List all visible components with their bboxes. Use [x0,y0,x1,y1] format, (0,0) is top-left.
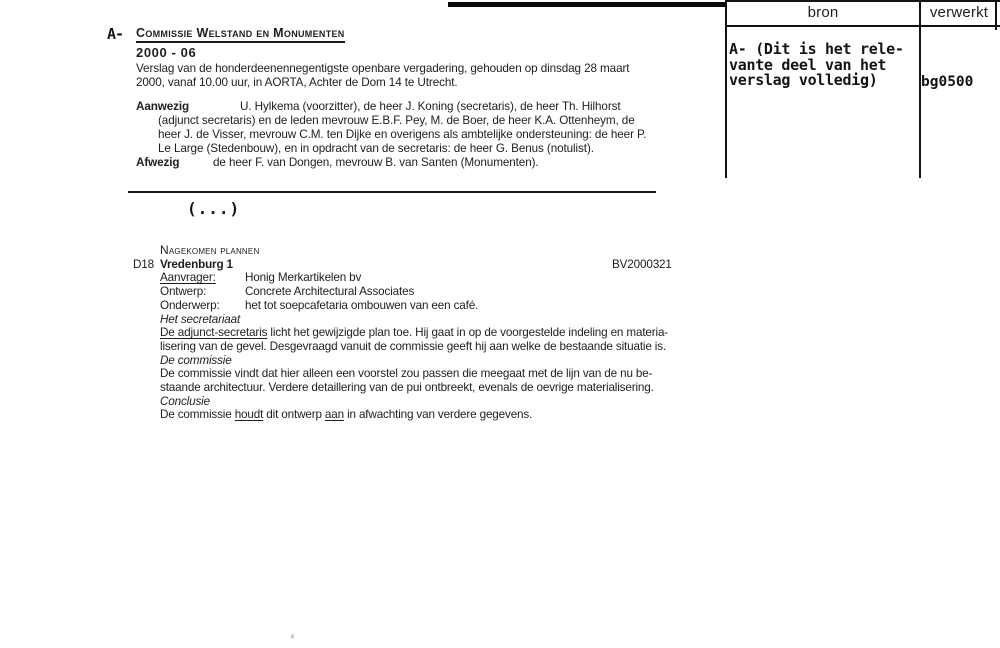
field-label-ontwerp: Ontwerp: [160,285,207,299]
present-line: U. Hylkema (voorzitter), de heer J. Koning (secretaris), de heer Th. Hilhorst [240,100,621,113]
meeting-intro-paragraph [136,62,629,90]
field-label-aanvrager: Aanvrager: [160,271,216,285]
field-value-onderwerp: het tot soepcafetaria ombouwen van een café. [245,298,479,312]
present-line: (adjunct secretaris) en de leden mevrouw E.B.F. Pey, M. de Boer, de heer K.A. Ottenheym, de [158,114,635,127]
body-line: De adjunct-secretaris licht het gewijzigde plan toe. Hij gaat in op de voorgestelde indeling en materia- [160,326,669,340]
report-number: 2000 - 06 [136,45,197,60]
body-line-conclusion: De commissie houdt dit ontwerp aan in afwachting van verdere gegevens. [160,408,533,422]
tracking-column-header-bron: bron [807,4,839,21]
omission-mark: (...) [187,199,241,218]
body-heading-conclusie: Conclusie [160,394,210,408]
agenda-case-reference: BV2000321 [612,257,672,271]
tracking-table-top-border [725,0,1000,2]
intro-line: Verslag van de honderdeenennegentigste openbare vergadering, gehouden op dinsdag 28 maart [136,62,630,75]
tracking-table-header-separator [725,25,1000,27]
absent-label: Afwezig [136,156,180,169]
attendance-block [136,100,646,170]
processed-code-value: bg0500 [921,74,974,90]
typewriter-source-note [729,42,904,89]
redaction-bar [448,2,725,7]
body-line: lisering van de gevel. Desgevraagd vanuit de commissie geeft hij aan welke de bestaande situatie is. [160,339,667,353]
document-header [136,24,345,60]
agenda-item-block [133,244,733,422]
source-note-line: vante deel van het [729,55,887,74]
field-label-onderwerp: Onderwerp: [160,298,220,312]
agenda-field-row [133,299,733,313]
agenda-field-row [133,285,733,299]
agenda-item-title: Vredenburg 1 [160,257,233,271]
agenda-item-row [133,258,733,272]
field-value-ontwerp: Concrete Architectural Associates [245,285,415,299]
agenda-field-row [133,271,733,285]
field-value-aanvrager: Honig Merkartikelen bv [245,271,362,285]
tracking-column-header-verwerkt: verwerkt [929,4,989,21]
margin-annotation-mark: A- [107,25,124,43]
present-line: heer J. de Visser, mevrouw C.M. ten Dijke en overigens als ambtelijke ondersteuning: de heer P. [158,128,647,141]
absent-line: de heer F. van Dongen, mevrouw B. van Santen (Monumenten). [213,156,539,169]
scan-artifact-dot [291,634,294,639]
body-heading-secretariaat: Het secretariaat [160,312,241,326]
source-note-line: verslag volledig) [729,71,878,89]
body-heading-commissie: De commissie [160,353,232,367]
agenda-item-code: D18 [133,257,154,271]
absent-row [136,156,646,170]
section-divider-line [128,191,656,193]
present-row [136,100,646,114]
present-label: Aanwezig [136,100,190,113]
committee-title: Commissie Welstand en Monumenten [136,26,345,43]
source-note-line: A- (Dit is het rele- [729,40,904,58]
body-line: staande architectuur. Verdere detaillering van de pui ontbreekt, evenals de oevrige materialisering. [160,381,654,395]
agenda-section-title: Nagekomen plannen [160,243,260,257]
present-line: Le Large (Stedenbouw), en in opdracht van de secretaris: de heer G. Benus (notulist). [158,142,594,155]
body-line: De commissie vindt dat hier alleen een voorstel zou passen die meegaat met de lijn van de nu be- [160,367,653,381]
intro-line: 2000, vanaf 10.00 uur, in AORTA, Achter de Dom 14 te Utrecht. [136,76,458,89]
